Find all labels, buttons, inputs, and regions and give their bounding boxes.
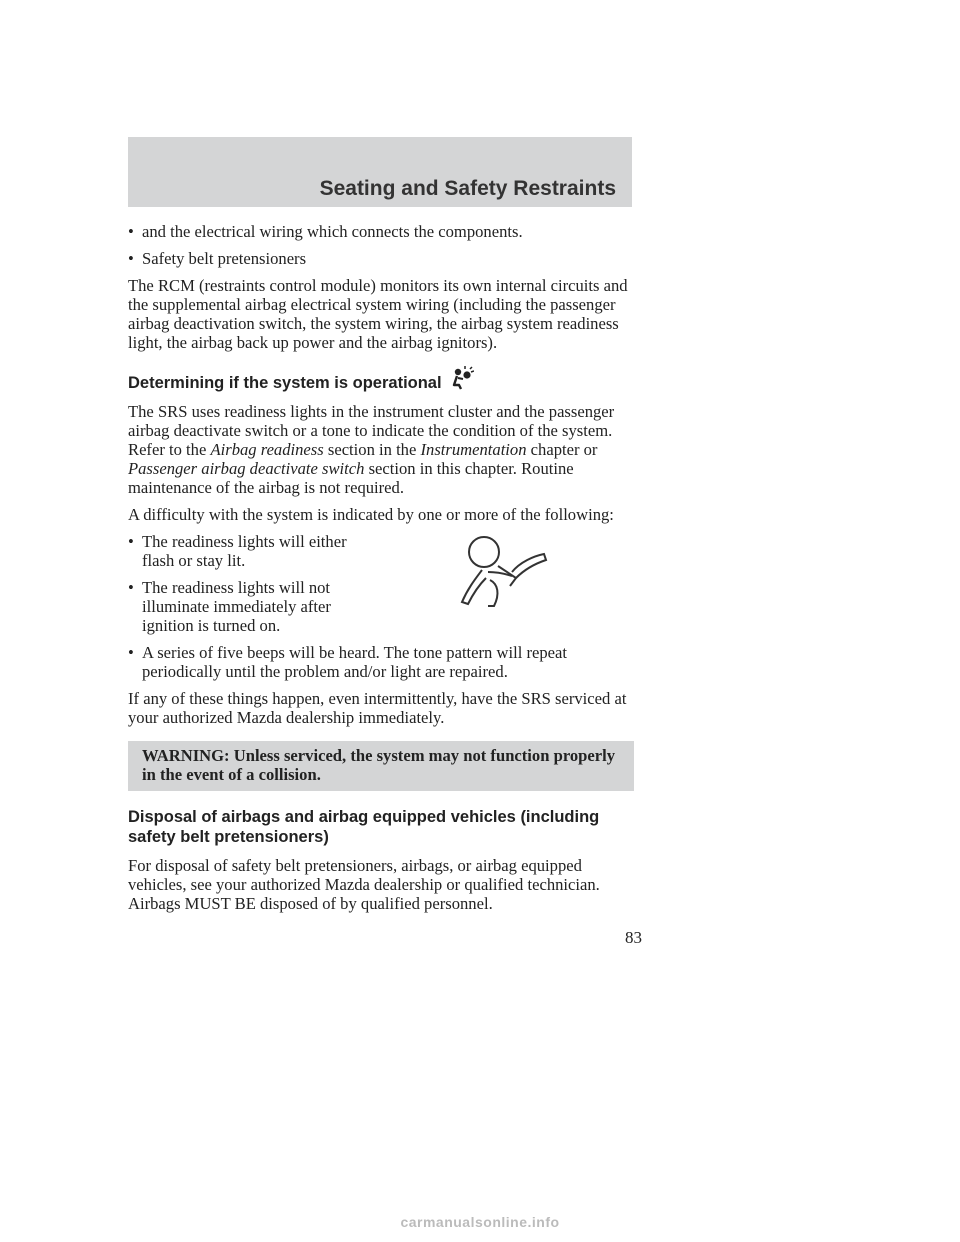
srs-paragraph [128,402,634,497]
rcm-paragraph: The RCM (restraints control module) monitors its own internal circuits and the supplemental airbag electrical system wiring (including the passenger airbag deactivation switch, the system wiring, the airbag system readiness light, the airbag back up power and the airbag ignitors). [128,276,628,352]
bullet-symbol: • [128,643,134,662]
section-heading-disposal: Disposal of airbags and airbag equipped vehicles (including safety belt pretensioners) [128,808,600,846]
bullet-text: Safety belt pretensioners [142,249,307,268]
bullet-text: The readiness lights will either flash or stay lit. [142,532,347,570]
disposal-paragraph: For disposal of safety belt pretensioners, airbags, or airbag equipped vehicles, see your authorized Mazda dealership or qualified technician. Airbags MUST BE disposed of by qualified personnel. [128,856,600,913]
srs-ref-instrumentation: Instrumentation [420,440,527,459]
list-item [128,249,634,268]
srs-text-2: section in the [323,440,421,459]
page-content [128,222,634,921]
difficulty-list [128,532,634,681]
difficulty-paragraph: A difficulty with the system is indicated by one or more of the following: [128,505,614,524]
list-item [128,578,360,635]
airbag-warning-figure [454,532,550,618]
bullet-symbol: • [128,532,134,551]
chapter-title: Seating and Safety Restraints [319,177,616,200]
srs-text-1: The SRS uses readiness lights in the instrument cluster and the passenger airbag deactivate switch or a tone to indicate the condition of the system. Refer to the [128,402,615,459]
list-item [128,222,634,241]
watermark: carmanualsonline.info [400,1214,560,1230]
list-item [128,643,634,681]
chapter-header [128,137,632,207]
bullet-text: and the electrical wiring which connects the components. [142,222,523,241]
airbag-warning-icon [448,366,474,392]
bullet-text: The readiness lights will not illuminate immediately after ignition is turned on. [142,578,331,635]
bullet-symbol: • [128,222,134,241]
srs-text-3: chapter or [526,440,598,459]
page-number: 83 [625,928,642,947]
heading-text: Determining if the system is operational [128,374,442,392]
srs-ref-airbag-readiness: Airbag readiness [210,440,324,459]
bullet-text: A series of five beeps will be heard. The tone pattern will repeat periodically until the problem and/or light are repaired. [142,643,567,681]
section-heading-operational [128,366,634,393]
warning-box: WARNING: Unless serviced, the system may not function properly in the event of a collision. [128,741,634,791]
srs-text-4: section in this chapter. Routine maintenance of the airbag is not required. [128,459,574,497]
bullet-symbol: • [128,578,134,597]
srs-ref-passenger-switch: Passenger airbag deactivate switch [128,459,365,478]
bullet-symbol: • [128,249,134,268]
service-paragraph: If any of these things happen, even intermittently, have the SRS serviced at your authorized Mazda dealership immediately. [128,689,627,727]
list-item [128,532,360,570]
